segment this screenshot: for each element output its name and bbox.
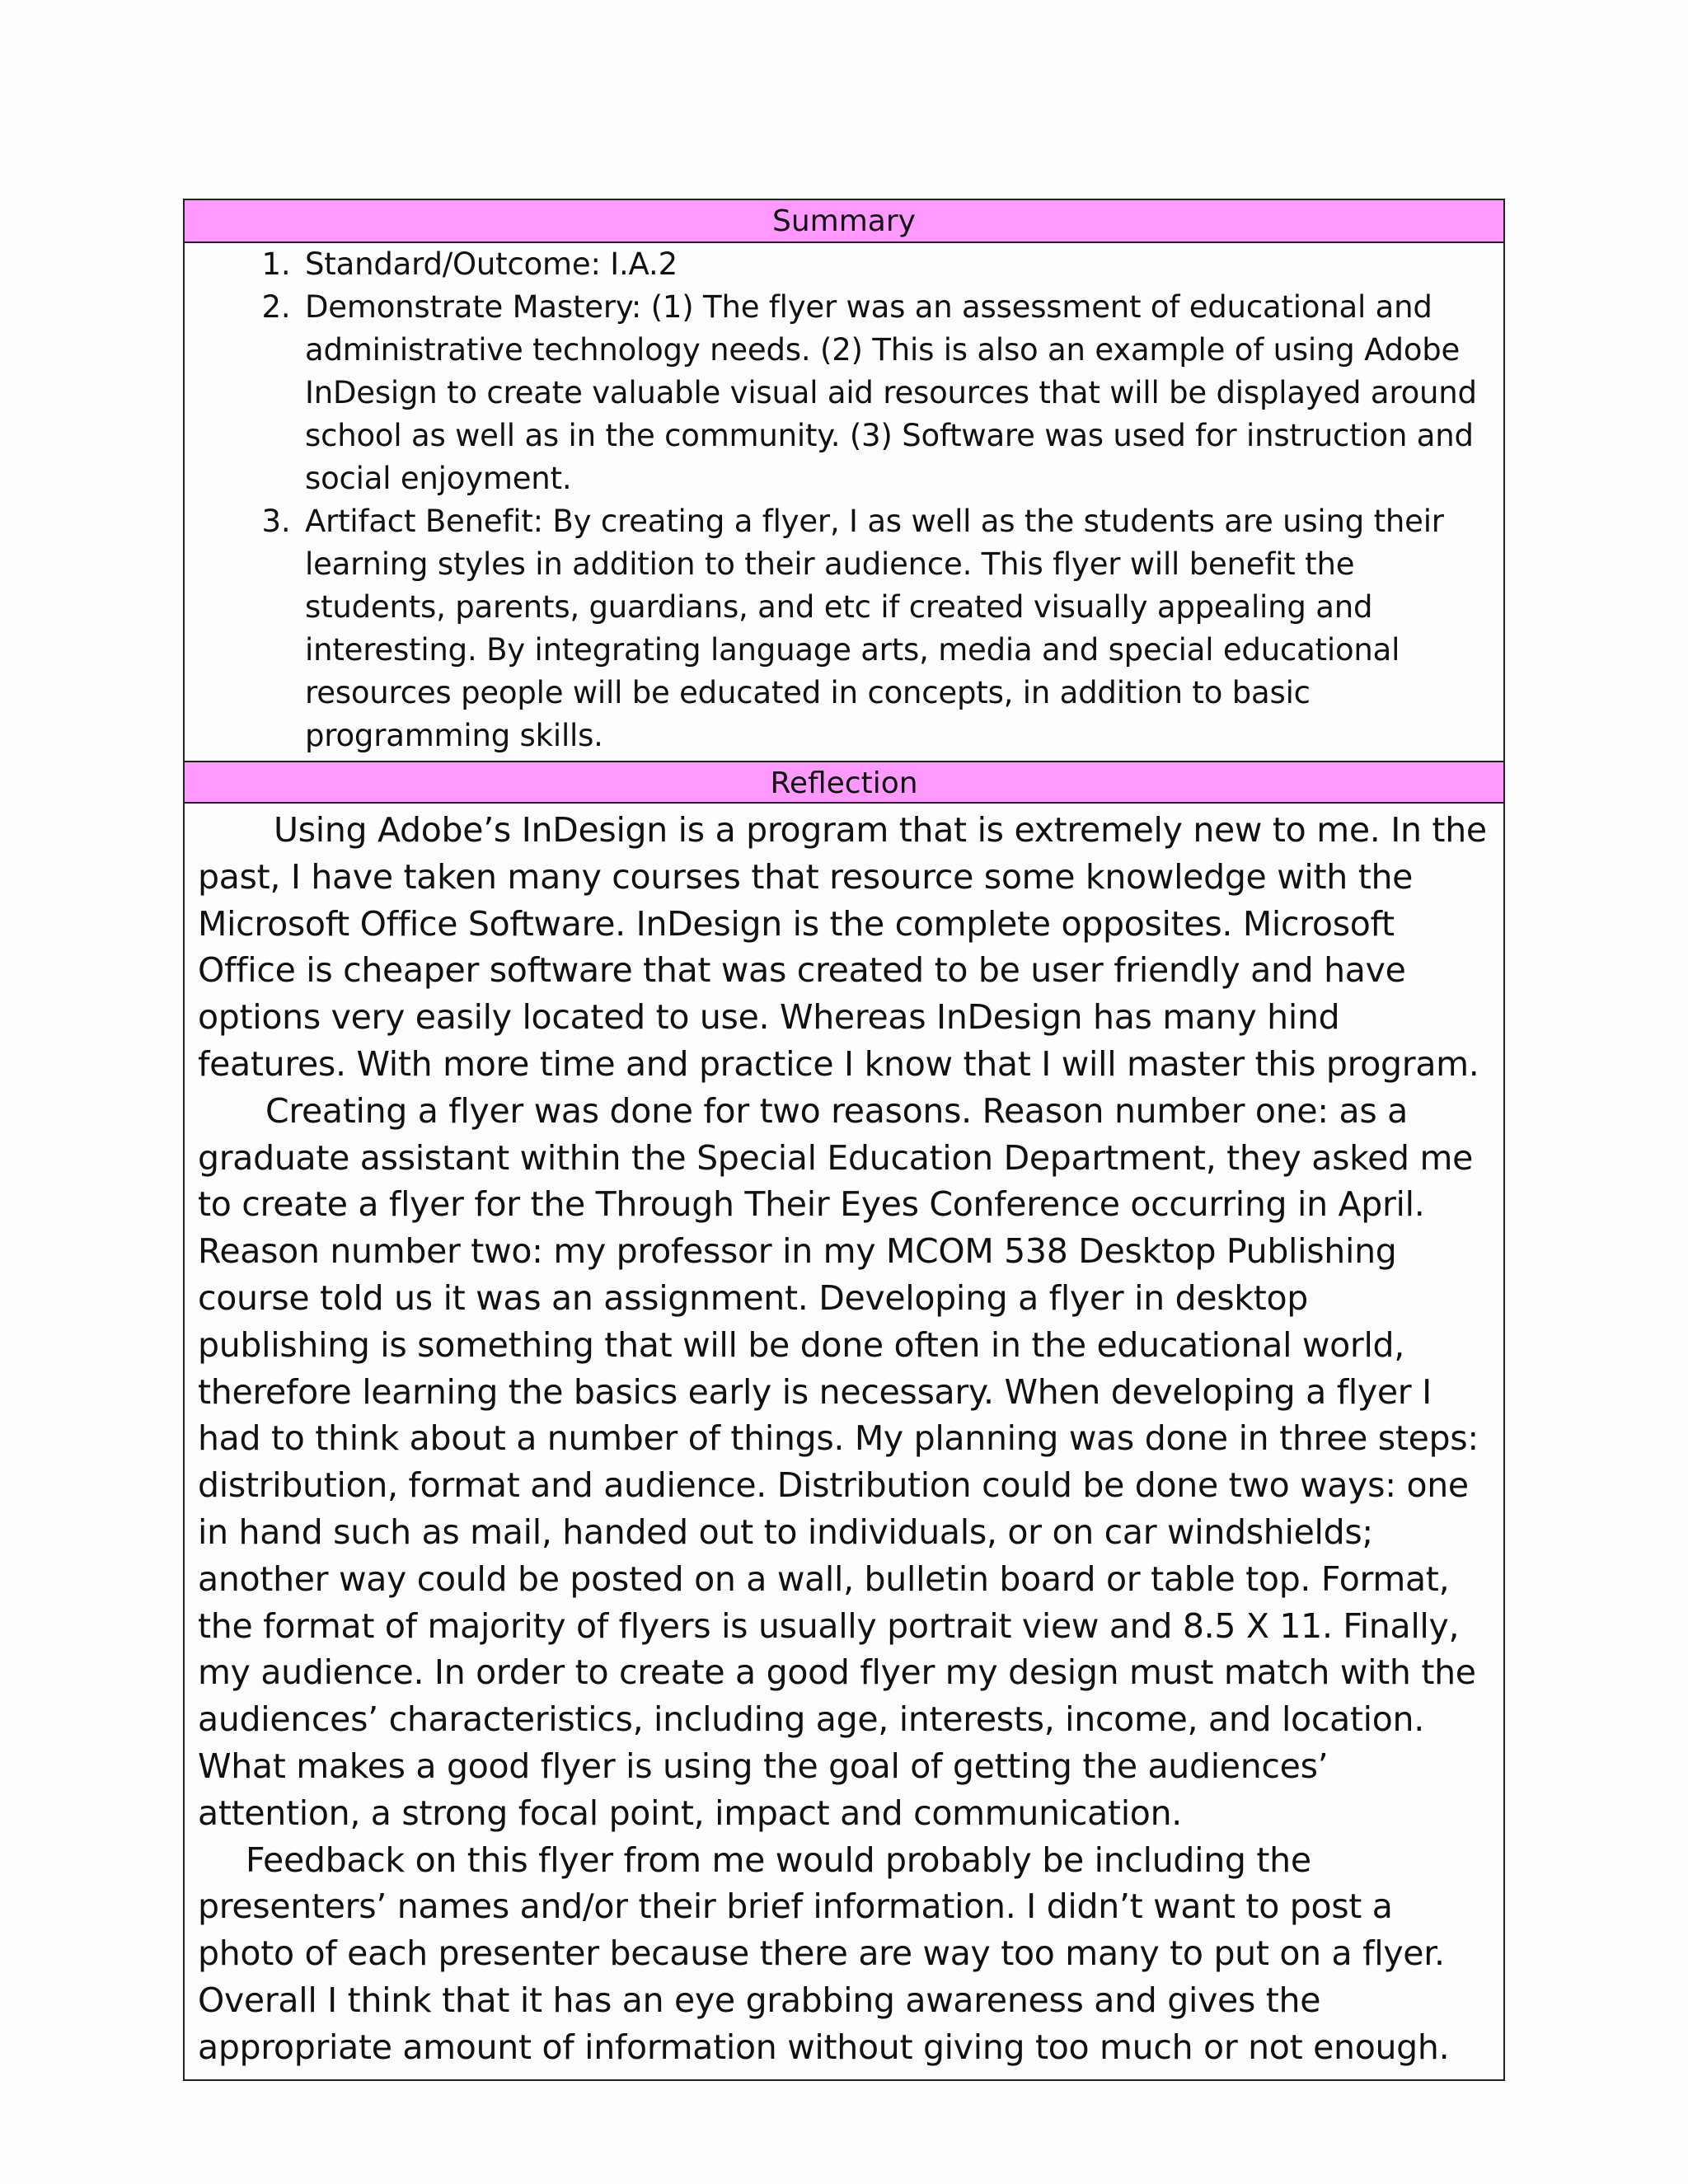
summary-section — [185, 243, 1503, 761]
reflection-section — [185, 804, 1503, 2079]
summary-item-artifact-benefit: 3. Artifact Benefit: By creating a flyer, I as well as the students are using their learning styles in addition to their audience. This flyer will benefit the students, parents, guardians, and etc if created visually appealing and interesting. By integrating language arts, media and special educational resources people will be educated in concepts, in addition to basic programming skills. — [300, 500, 1484, 757]
document-table — [183, 199, 1505, 2081]
reflection-paragraph: Creating a flyer was done for two reasons. Reason number one: as a graduate assistant within the Special Education Department, they asked me to create a flyer for the Through Their Eyes Conference occurring in April. Reason number two: my professor in my MCOM 538 Desktop Publishing course told us it was an assignment. Developing a flyer in desktop publishing is something that will be done often in the educational world, therefore learning the basics early is necessary. When developing a flyer I had to think about a number of things. My planning was done in three steps: distribution, format and audience. Distribution could be done two ways: one in hand such as mail, handed out to individuals, or on car windshields; another way could be posted on a wall, bulletin board or table top. Format, the format of majority of flyers is usually portrait view and 8.5 X 11. Finally, my audience. In order to create a good flyer my design must match with the audiences’ characteristics, including age, interests, income, and location. What makes a good flyer is using the goal of getting the audiences’ attention, a strong focal point, impact and communication. — [198, 1090, 1479, 1833]
summary-item-mastery: 2. Demonstrate Mastery: (1) The flyer was an assessment of educational and administrative technology needs. (2) This is also an example of using Adobe InDesign to create valuable visual aid resources that will be displayed around school as well as in the community. (3) Software was used for instruction and social enjoyment. — [300, 286, 1484, 500]
summary-header: Summary — [185, 200, 1503, 243]
summary-list — [185, 243, 1484, 757]
summary-item-standard: 1. Standard/Outcome: I.A.2 — [300, 243, 1484, 286]
reflection-header: Reflection — [185, 761, 1503, 804]
reflection-paragraph: Using Adobe’s InDesign is a program that is extremely new to me. In the past, I have taken many courses that resource some knowledge with the Microsoft Office Software. InDesign is the complete opposites. Microsoft Office is cheaper software that was created to be user friendly and have options very easily located to use. Whereas InDesign has many hind features. With more time and practice I know that I will master this program. — [198, 810, 1487, 1084]
reflection-paragraph: Feedback on this flyer from me would probably be including the presenters’ names and/or their brief information. I didn’t want to post a photo of each presenter because there are way too many to put on a flyer. Overall I think that it has an eye grabbing awareness and gives the appropriate amount of information without giving too much or not enough. — [198, 1840, 1450, 2067]
